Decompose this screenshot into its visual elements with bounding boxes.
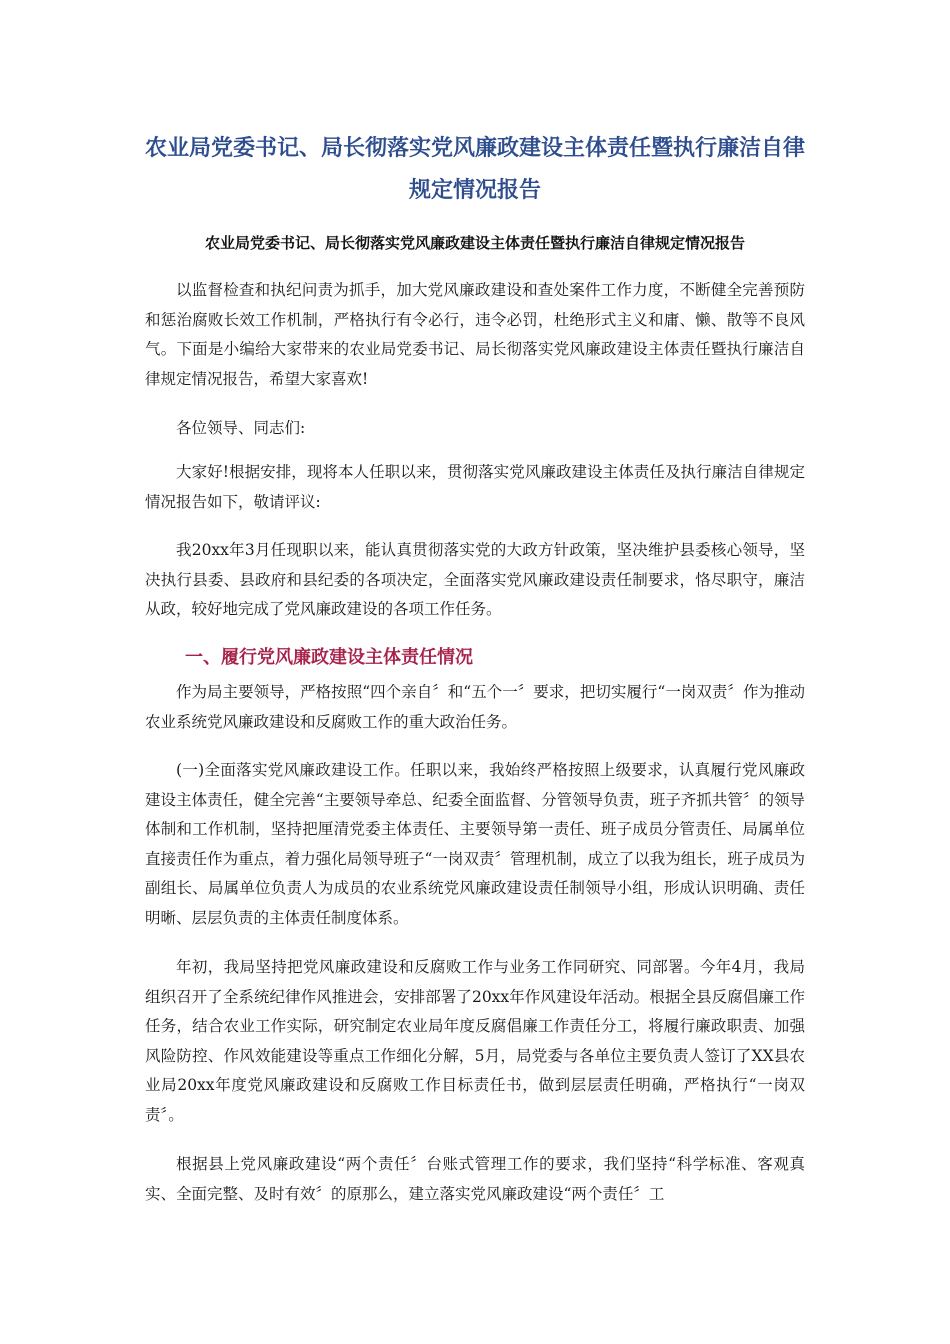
document-title: 农业局党委书记、局长彻落实党风廉政建设主体责任暨执行廉洁自律规定情况报告 bbox=[144, 136, 805, 203]
salutation-paragraph: 各位领导、同志们: bbox=[176, 419, 306, 437]
greeting-paragraph: 大家好!根据安排，现将本人任职以来，贯彻落实党风廉政建设主体责任及执行廉洁自律规定情况报告如下，敬请评议: bbox=[145, 463, 805, 511]
document-subtitle: 农业局党委书记、局长彻落实党风廉政建设主体责任暨执行廉洁自律规定情况报告 bbox=[204, 234, 745, 252]
section-heading: 一、履行党风廉政建设主体责任情况 bbox=[185, 647, 473, 668]
section-paragraph: 根据县上党风廉政建设“两个责任〞台账式管理工作的要求，我们坚持“科学标准、客观真实、全面完整、及时有效〞的原那么，建立落实党风廉政建设“两个责任〞工 bbox=[145, 1155, 805, 1203]
intro-paragraph: 以监督检查和执纪问责为抓手，加大党风廉政建设和查处案件工作力度，不断健全完善预防和惩治腐败长效工作机制，严格执行有令必行，违令必罚，杜绝形式主义和庸、懒、散等不良风气。下面是小编给大家带来的农业局党委书记、局长彻落实党风廉政建设主体责任暨执行廉洁自律规定情况报告，希望大家喜欢! bbox=[145, 281, 805, 388]
section-paragraph: 年初，我局坚持把党风廉政建设和反腐败工作与业务工作同研究、同部署。今年4月，我局组织召开了全系统纪律作风推进会，安排部署了20xx年作风建设年活动。根据全县反腐倡廉工作任务，结合农业工作实际，研究制定农业局年度反腐倡廉工作责任分工，将履行廉政职责、加强风险防控、作风效能建设等重点工作细化分解，5月，局党委与各单位主要负责人签订了XX县农业局20xx年度党风廉政建设和反腐败工作目标责任书，做到层层责任明确，严格执行“一岗双责〞。 bbox=[145, 958, 805, 1124]
section-paragraph: 作为局主要领导，严格按照“四个亲自〞和“五个一〞要求，把切实履行“一岗双责〞作为推动农业系统党风廉政建设和反腐败工作的重大政治任务。 bbox=[145, 683, 805, 731]
section-paragraph: (一)全面落实党风廉政建设工作。任职以来，我始终严格按照上级要求，认真履行党风廉政建设主体责任，健全完善“主要领导牵总、纪委全面监督、分管领导负责，班子齐抓共管〞的领导体制和工作机制，坚持把厘清党委主体责任、主要领导第一责任、班子成员分管责任、局属单位直接责任作为重点，着力强化局领导班子“一岗双责〞管理机制，成立了以我为组长，班子成员为副组长、局属单位负责人为成员的农业系统党风廉政建设责任制领导小组，形成认识明确、责任明晰、层层负责的主体责任制度体系。 bbox=[145, 761, 805, 927]
overview-paragraph: 我20xx年3月任现职以来，能认真贯彻落实党的大政方针政策，坚决维护县委核心领导，坚决执行县委、县政府和县纪委的各项决定，全面落实党风廉政建设责任制要求，恪尽职守，廉洁从政，较好地完成了党风廉政建设的各项工作任务。 bbox=[145, 541, 805, 618]
